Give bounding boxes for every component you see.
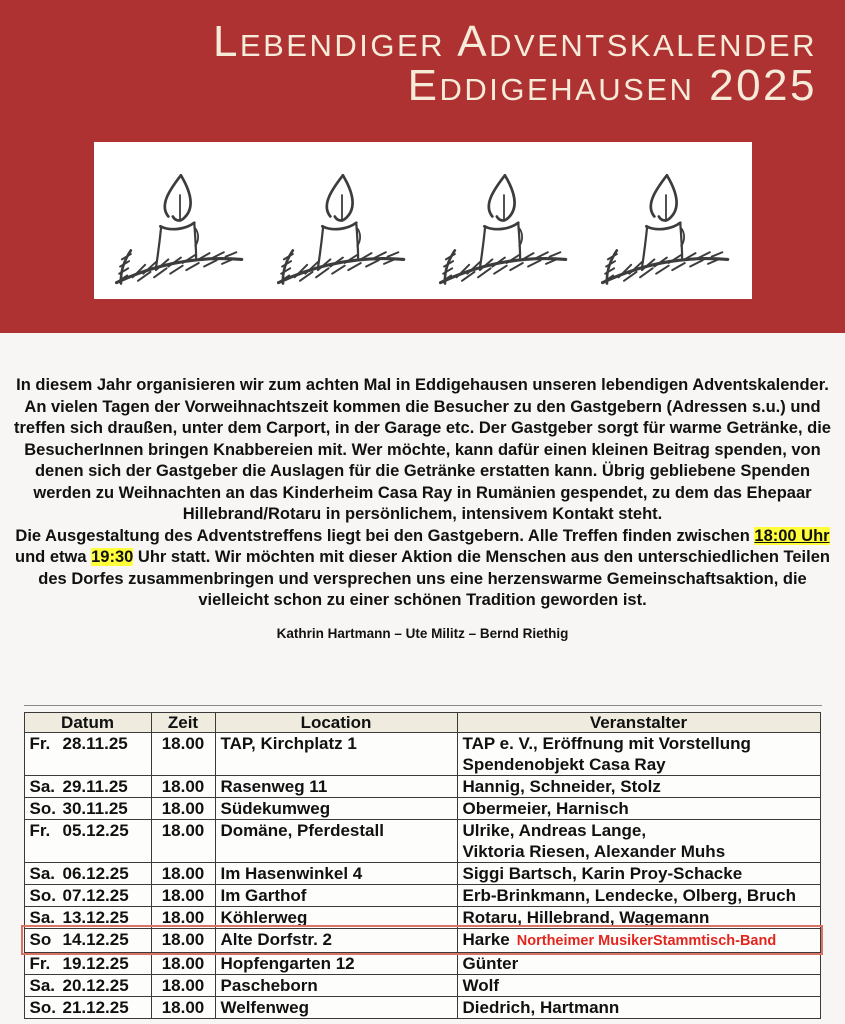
flyer-body xyxy=(0,375,845,1019)
banner xyxy=(0,0,845,333)
table-row xyxy=(24,819,820,862)
candle-icon xyxy=(428,161,580,297)
table-row xyxy=(24,928,820,952)
schedule-table xyxy=(24,712,821,1019)
table-row xyxy=(24,952,820,974)
date: 28.11.25 xyxy=(62,733,128,753)
date: 30.11.25 xyxy=(62,798,128,818)
weekday: Fr. xyxy=(29,733,51,753)
table-row xyxy=(24,732,820,775)
cell-zeit: 18.00 xyxy=(151,952,215,974)
candle-icon xyxy=(266,161,418,297)
cell-location: Welfenweg xyxy=(215,996,457,1018)
col-header-veranstalter: Veranstalter xyxy=(457,712,820,732)
date: 07.12.25 xyxy=(62,885,129,905)
cell-veranstalter: Obermeier, Harnisch xyxy=(457,797,820,819)
cell-datum xyxy=(24,996,151,1018)
table-header-row xyxy=(24,712,820,732)
cell-datum xyxy=(24,862,151,884)
intro-segment: In diesem Jahr organisieren wir zum achten Mal in Eddigehausen unseren lebendigen Adventskalender. An vielen Tagen der Vorweihnachtszeit kommen die Besucher zu den Gastgebern (Adressen s.u.) und treffen sich draußen, unter dem Carport, in der Garage etc. Der Gastgeber sorgt für warme Getränke, die BesucherInnen bringen Knabbereien mit. Wer möchte, kann dafür einen kleinen Beitrag spenden, von denen sich der Gastgeber die Auslagen für die Getränke erstatten kann. Übrig gebliebene Spenden werden zu Weihnachten an das Kinderheim Casa Ray in Rumänien gespendet, zu dem das Ehepaar Hillebrand/Rotaru in persönlichem, intensivem Kontakt steht. xyxy=(14,376,831,523)
cell-zeit: 18.00 xyxy=(151,819,215,862)
cell-location: Alte Dorfstr. 2 xyxy=(215,928,457,952)
cell-location: Im Hasenwinkel 4 xyxy=(215,862,457,884)
cell-datum xyxy=(24,928,151,952)
cell-veranstalter: TAP e. V., Eröffnung mit Vorstellung Spendenobjekt Casa Ray xyxy=(457,732,820,775)
cell-location: Domäne, Pferdestall xyxy=(215,819,457,862)
cell-datum xyxy=(24,974,151,996)
cell-zeit: 18.00 xyxy=(151,906,215,928)
date: 20.12.25 xyxy=(62,975,129,995)
cell-veranstalter: Diedrich, Hartmann xyxy=(457,996,820,1018)
intro-segment: Uhr statt. Wir möchten mit dieser Aktion die Menschen aus den unterschiedlichen Teilen des Dorfes zusammenbringen und versprechen uns eine herzenswarme Gemeinschaftsaktion, die vielleicht schon zu einer schönen Tradition geworden ist. xyxy=(38,548,830,609)
cell-location: Pascheborn xyxy=(215,974,457,996)
highlighted-time: 18:00 Uhr xyxy=(754,526,830,545)
weekday: So. xyxy=(29,997,56,1017)
date: 05.12.25 xyxy=(62,820,129,840)
title-line-2: Eddigehausen 2025 xyxy=(407,61,817,110)
date: 13.12.25 xyxy=(62,907,129,927)
intro-text xyxy=(8,375,838,612)
cell-veranstalter: Wolf xyxy=(457,974,820,996)
table-row xyxy=(24,862,820,884)
cell-location: Köhlerweg xyxy=(215,906,457,928)
intro-paragraph xyxy=(8,375,838,526)
cell-datum xyxy=(24,797,151,819)
candle-icon xyxy=(104,161,256,297)
cell-datum xyxy=(24,906,151,928)
cell-veranstalter: Erb-Brinkmann, Lendecke, Olberg, Bruch xyxy=(457,884,820,906)
cell-datum xyxy=(24,884,151,906)
cell-location: Im Garthof xyxy=(215,884,457,906)
cell-location: Rasenweg 11 xyxy=(215,775,457,797)
table-row xyxy=(24,884,820,906)
intro-segment: Die Ausgestaltung des Adventstreffens liegt bei den Gastgebern. Alle Treffen finden zwischen xyxy=(15,526,755,545)
weekday: So. xyxy=(29,798,56,818)
date: 14.12.25 xyxy=(62,929,129,949)
cell-zeit: 18.00 xyxy=(151,862,215,884)
weekday: Fr. xyxy=(29,953,51,973)
cell-zeit: 18.00 xyxy=(151,775,215,797)
table-row xyxy=(24,797,820,819)
cell-zeit: 18.00 xyxy=(151,797,215,819)
cell-zeit: 18.00 xyxy=(151,928,215,952)
col-header-location: Location xyxy=(215,712,457,732)
table-row xyxy=(24,996,820,1018)
cell-zeit: 18.00 xyxy=(151,884,215,906)
organizers-line: Kathrin Hartmann – Ute Militz – Bernd Riethig xyxy=(276,625,569,641)
cell-veranstalter: Hannig, Schneider, Stolz xyxy=(457,775,820,797)
date: 29.11.25 xyxy=(62,776,128,796)
cell-zeit: 18.00 xyxy=(151,974,215,996)
date: 21.12.25 xyxy=(62,997,129,1017)
table-row xyxy=(24,974,820,996)
cell-veranstalter: Siggi Bartsch, Karin Proy-Schacke xyxy=(457,862,820,884)
cell-veranstalter: Ulrike, Andreas Lange, Viktoria Riesen, Alexander Muhs xyxy=(457,819,820,862)
col-header-datum: Datum xyxy=(24,712,151,732)
cell-veranstalter: Rotaru, Hillebrand, Wagemann xyxy=(457,906,820,928)
candles-illustration xyxy=(94,142,752,299)
candle-icon xyxy=(590,161,742,297)
date: 19.12.25 xyxy=(62,953,129,973)
band-note: Northeimer MusikerStammtisch-Band xyxy=(516,932,777,949)
date: 06.12.25 xyxy=(62,863,129,883)
weekday: Sa. xyxy=(29,907,56,927)
title-line-1: Lebendiger Adventskalender xyxy=(212,17,817,66)
weekday: So xyxy=(29,929,52,949)
page-title xyxy=(0,17,845,110)
weekday: Fr. xyxy=(29,820,51,840)
weekday: Sa. xyxy=(29,776,56,796)
cell-zeit: 18.00 xyxy=(151,732,215,775)
cell-zeit: 18.00 xyxy=(151,996,215,1018)
schedule-table-body xyxy=(24,732,820,1018)
weekday: Sa. xyxy=(29,863,56,883)
highlighted-time: 19:30 xyxy=(91,548,134,566)
weekday: So. xyxy=(29,885,56,905)
cell-location: Südekumweg xyxy=(215,797,457,819)
cell-veranstalter: Günter xyxy=(457,952,820,974)
col-header-zeit: Zeit xyxy=(151,712,215,732)
cell-datum xyxy=(24,732,151,775)
cell-datum xyxy=(24,952,151,974)
intro-segment: und etwa xyxy=(15,548,92,566)
table-row xyxy=(24,906,820,928)
cell-location: Hopfengarten 12 xyxy=(215,952,457,974)
schedule-table-wrap xyxy=(24,705,822,1019)
cell-location: TAP, Kirchplatz 1 xyxy=(215,732,457,775)
intro-paragraph xyxy=(8,526,838,612)
cell-datum xyxy=(24,775,151,797)
cell-veranstalter: Harke Northeimer MusikerStammtisch-Band xyxy=(457,928,820,952)
table-row xyxy=(24,775,820,797)
weekday: Sa. xyxy=(29,975,56,995)
cell-datum xyxy=(24,819,151,862)
